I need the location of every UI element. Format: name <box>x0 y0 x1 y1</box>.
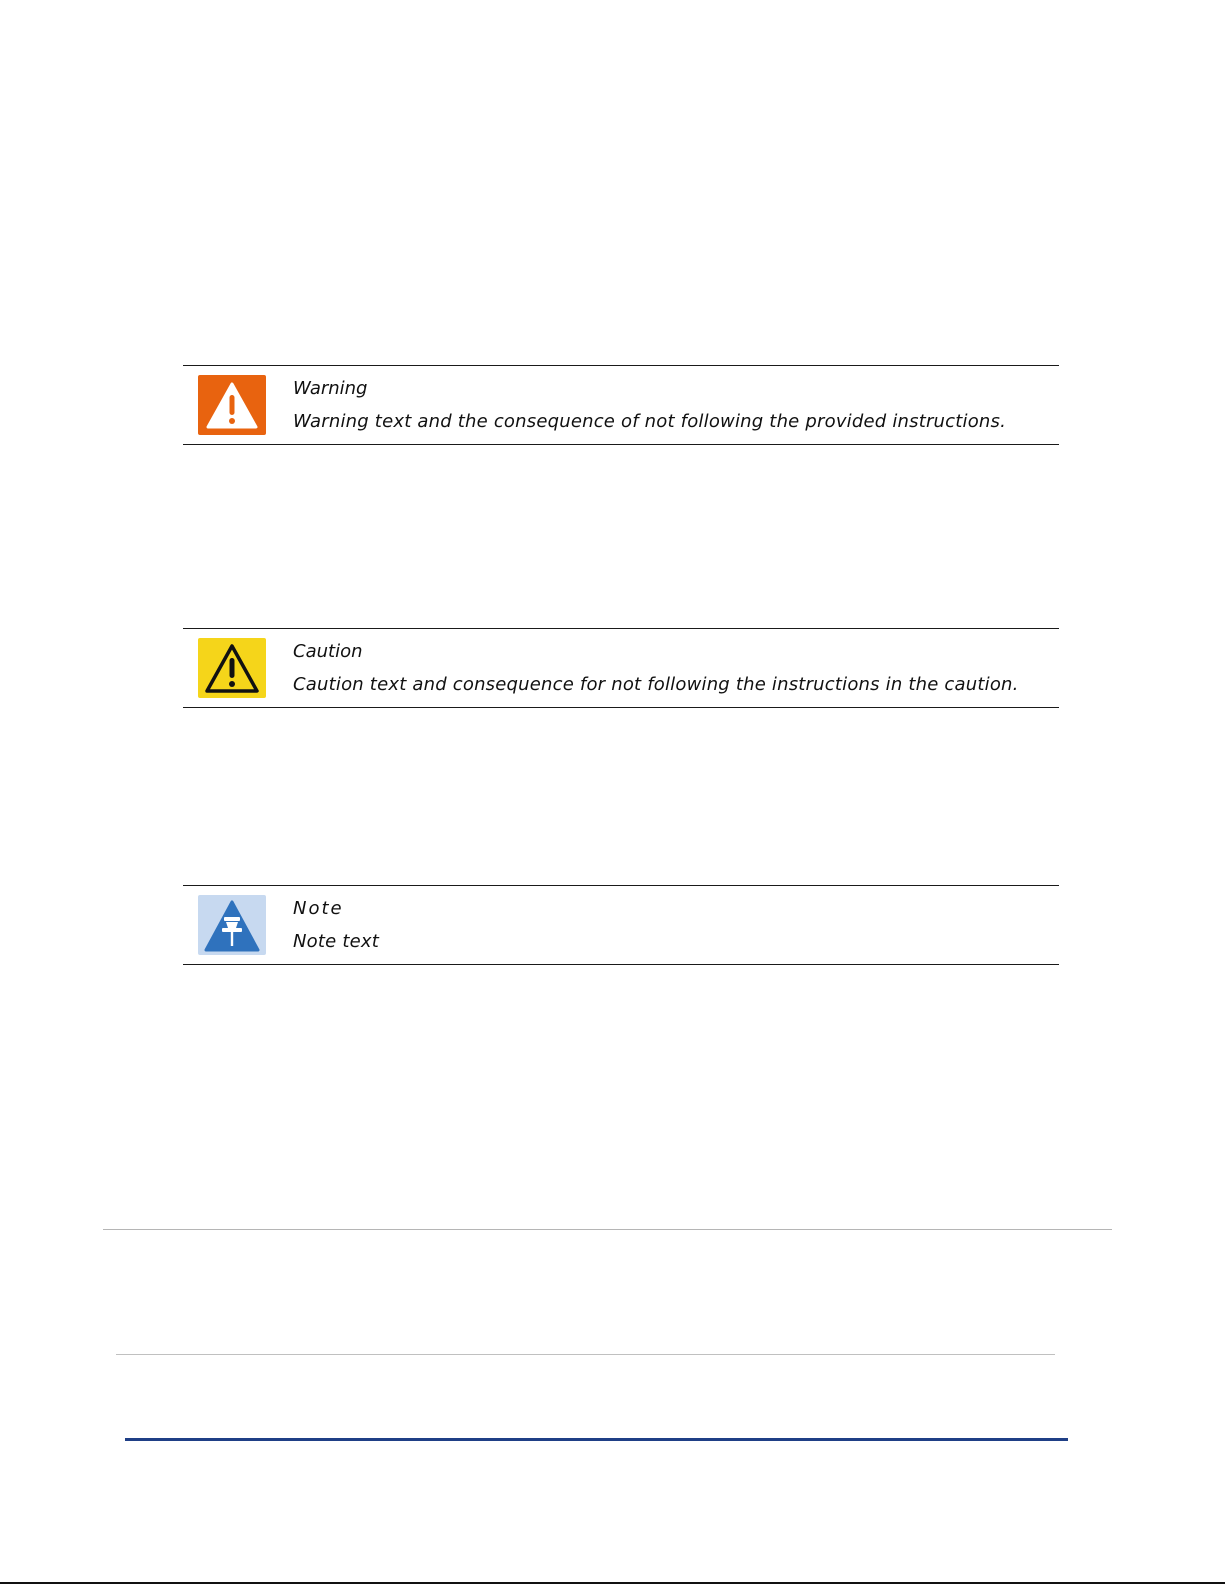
page-bottom-border <box>0 1582 1225 1584</box>
gray-divider-line <box>116 1354 1055 1355</box>
note-admonition <box>183 885 1059 965</box>
warning-text: Warning text and the consequence of not following the provided instructions. <box>293 411 1007 432</box>
caution-admonition <box>183 628 1059 708</box>
pushpin-icon <box>198 895 266 955</box>
caution-triangle-icon <box>198 638 266 698</box>
warning-title: Warning <box>293 378 368 399</box>
note-title: Note <box>293 898 344 919</box>
gray-divider-line <box>103 1229 1112 1230</box>
warning-triangle-icon <box>198 375 266 435</box>
caution-title: Caution <box>293 641 363 662</box>
blue-divider-line <box>125 1438 1068 1441</box>
note-text: Note text <box>293 931 379 952</box>
caution-text: Caution text and consequence for not following the instructions in the caution. <box>293 674 1019 695</box>
warning-admonition <box>183 365 1059 445</box>
